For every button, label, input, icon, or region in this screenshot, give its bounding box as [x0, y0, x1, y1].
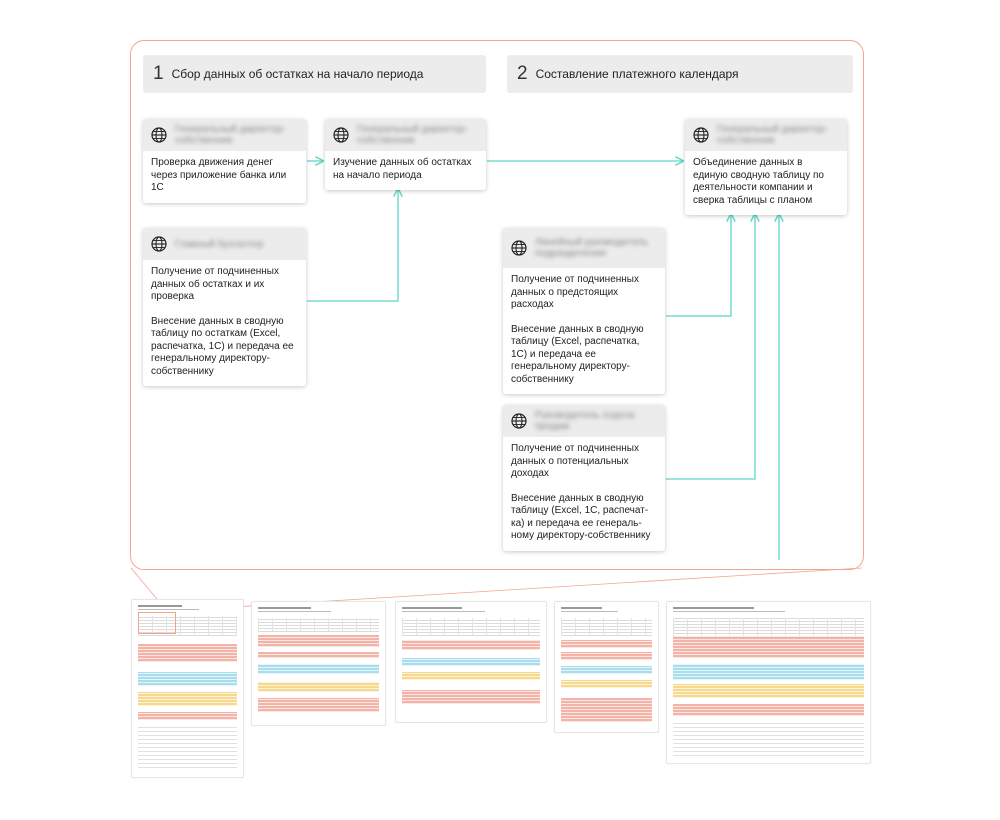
stage-number: 1	[153, 63, 164, 84]
card-text: Внесение данных в сводную таблицу по остаткам (Excel, распечатка, 1С) и передача ее генеральному директору-собственнику	[151, 315, 294, 377]
globe-icon	[151, 127, 167, 143]
card-text: Изучение данных об остатках на начало периода	[333, 157, 472, 181]
card-body	[325, 151, 486, 190]
card-header	[503, 405, 665, 437]
card-text: Внесение данных в сводную таблицу (Excel, 1С, распечат-ка) и передача ее генераль-ному директору-собственнику	[511, 492, 651, 541]
card-division-head	[503, 228, 665, 394]
role-name: Генеральный директор-собственник	[717, 124, 828, 146]
role-name: Главный бухгалтер	[175, 238, 264, 250]
card-chief-accountant	[143, 228, 306, 386]
card-text: Проверка движения денег через приложение банка или 1С	[151, 157, 287, 193]
globe-icon	[693, 127, 709, 143]
card-header	[503, 228, 665, 268]
card-body	[685, 151, 847, 215]
card-sales-head	[503, 405, 665, 551]
card-owner-bank-check	[143, 119, 306, 203]
card-text: Внесение данных в сводную таблицу (Excel, распечатка, 1С) и передача ее генеральному директору-собственнику	[511, 323, 644, 385]
card-header	[143, 228, 306, 260]
stage-1-header	[143, 55, 486, 93]
role-name: Линейный руководитель подразделения	[535, 237, 649, 259]
role-name: Генеральный директор-собственник	[357, 124, 468, 146]
overview-thumbnail-2[interactable]	[251, 601, 386, 726]
globe-icon	[151, 236, 167, 252]
globe-icon	[511, 240, 527, 256]
card-body	[503, 268, 665, 394]
stage-number: 2	[517, 63, 528, 84]
stage-title: Составление платежного календаря	[535, 67, 739, 81]
card-body	[503, 437, 665, 551]
card-header	[325, 119, 486, 151]
card-body	[143, 260, 306, 386]
card-owner-study	[325, 119, 486, 190]
stage-title: Сбор данных об остатках на начало периода	[171, 67, 424, 81]
role-name: Руководитель отдела продаж	[535, 410, 635, 432]
card-owner-merge	[685, 119, 847, 215]
globe-icon	[333, 127, 349, 143]
card-body	[143, 151, 306, 203]
card-text: Получение от подчиненных данных о предстоящих расходах	[511, 274, 639, 310]
card-text: Получение от подчиненных данных о потенциальных доходах	[511, 443, 639, 479]
card-header	[143, 119, 306, 151]
card-text: Получение от подчиненных данных об остатках и их проверка	[151, 266, 279, 302]
overview-thumbnail-1[interactable]	[131, 599, 244, 778]
role-name: Генеральный директор-собственник	[175, 124, 286, 146]
globe-icon	[511, 413, 527, 429]
card-text: Объединение данных в единую сводную таблицу по деятельности компании и сверка таблицы с планом	[693, 157, 824, 206]
card-header	[685, 119, 847, 151]
overview-thumbnail-5[interactable]	[666, 601, 871, 764]
overview-thumbnail-4[interactable]	[554, 601, 659, 733]
overview-thumbnail-3[interactable]	[395, 601, 547, 723]
stage-2-header	[507, 55, 853, 93]
